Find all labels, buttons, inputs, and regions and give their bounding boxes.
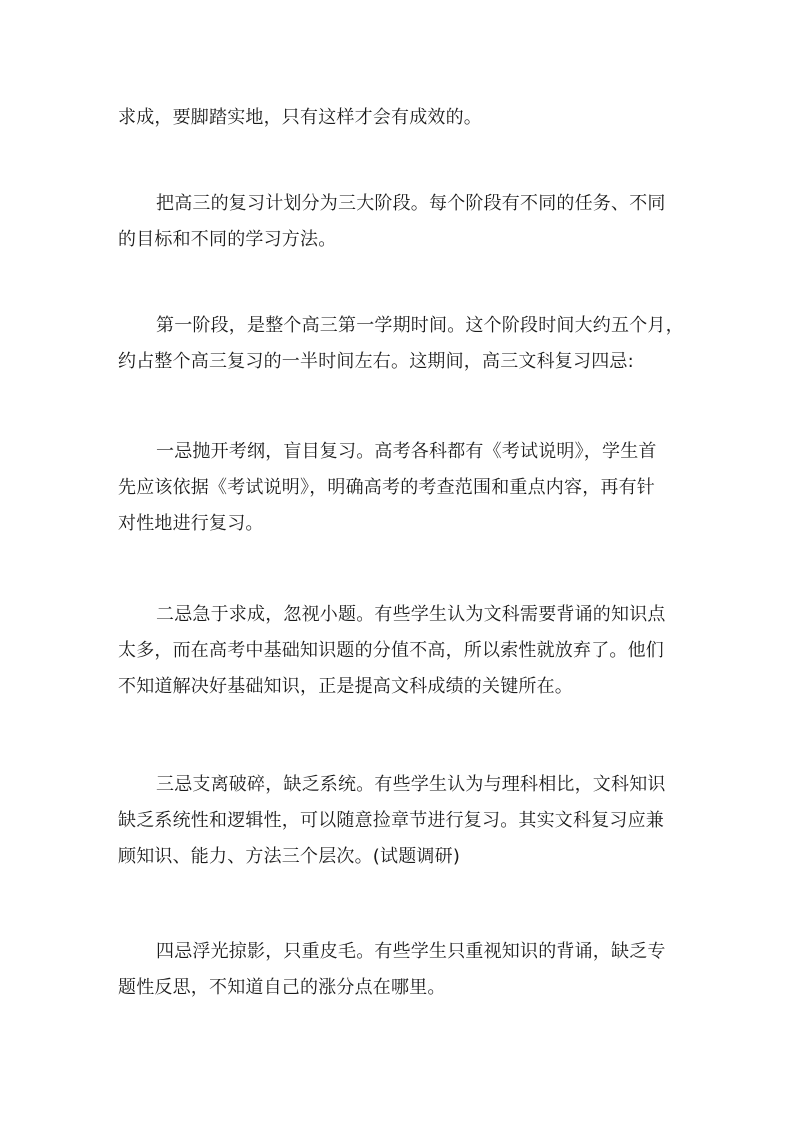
paragraph-taboo-four [118, 934, 683, 1006]
text-line: 题性反思，不知道自己的涨分点在哪里。 [118, 977, 446, 998]
text-line: 一忌抛开考纲，盲目复习。高考各科都有《考试说明》，学生首 [156, 441, 657, 462]
paragraph-taboo-one [118, 434, 683, 542]
text-line: 的目标和不同的学习方法。 [118, 229, 337, 250]
text-line: 三忌支离破碎，缺乏系统。有些学生认为与理科相比，文科知识 [156, 774, 666, 795]
paragraph-taboo-two [118, 597, 683, 705]
paragraph-first-stage [118, 308, 683, 380]
text-line: 顾知识、能力、方法三个层次。(试题调研) [118, 846, 461, 867]
paragraph-taboo-three [118, 767, 683, 875]
paragraph-review-plan [118, 186, 683, 258]
text-line: 二忌急于求成，忽视小题。有些学生认为文科需要背诵的知识点 [156, 604, 666, 625]
text-line: 求成，要脚踏实地，只有这样才会有成效的。 [118, 107, 482, 128]
text-line: 先应该依据《考试说明》，明确高考的考查范围和重点内容，再有针 [118, 477, 655, 498]
text-line: 不知道解决好基础知识，正是提高文科成绩的关键所在。 [118, 676, 573, 697]
text-line: 把高三的复习计划分为三大阶段。每个阶段有不同的任务、不同 [156, 193, 666, 214]
text-line: 四忌浮光掠影，只重皮毛。有些学生只重视知识的背诵，缺乏专 [156, 941, 666, 962]
text-line: 对性地进行复习。 [118, 513, 264, 534]
text-line: 太多，而在高考中基础知识题的分值不高，所以索性就放弃了。他们 [118, 640, 664, 661]
text-line: 第一阶段，是整个高三第一学期时间。这个阶段时间大约五个月， [156, 315, 684, 336]
text-line: 缺乏系统性和逻辑性，可以随意捡章节进行复习。其实文科复习应兼 [118, 810, 664, 831]
text-line: 约占整个高三复习的一半时间左右。这期间，高三文科复习四忌: [118, 351, 634, 372]
paragraph-continuation [118, 100, 683, 136]
